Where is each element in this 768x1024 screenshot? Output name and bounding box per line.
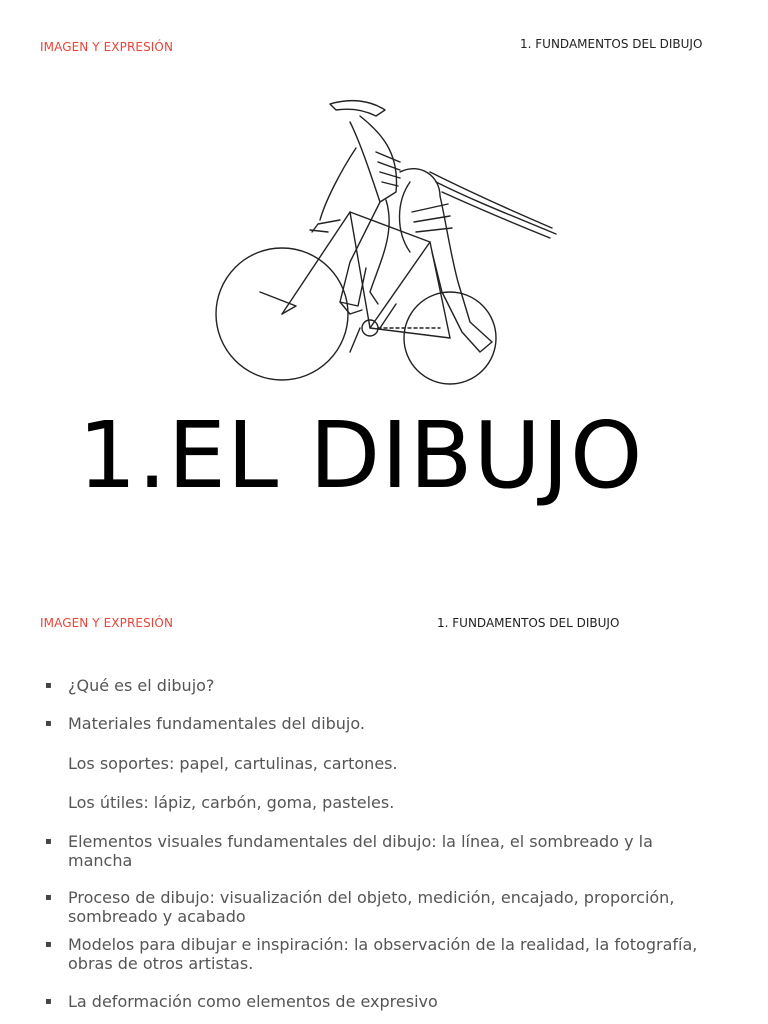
square-bullet-icon: ▪ <box>45 680 52 691</box>
slide-header-unit: 1. FUNDAMENTOS DEL DIBUJO <box>437 616 620 630</box>
list-item-text: Los útiles: lápiz, carbón, goma, pasteles. <box>68 793 395 812</box>
square-bullet-icon: ▪ <box>45 718 52 729</box>
list-item <box>40 992 720 1011</box>
slide-title: 1.EL DIBUJO <box>78 402 644 509</box>
list-item <box>40 793 720 812</box>
list-item-text: Proceso de dibujo: visualización del objeto, medición, encajado, proporción, sombreado y acabado <box>68 888 675 926</box>
list-item <box>40 754 720 773</box>
list-item-text: Los soportes: papel, cartulinas, cartones. <box>68 754 398 773</box>
slide-header-unit: 1. FUNDAMENTOS DEL DIBUJO <box>520 37 703 51</box>
slide-header-subject: IMAGEN Y EXPRESIÓN <box>40 616 174 630</box>
square-bullet-icon: ▪ <box>45 836 52 847</box>
square-bullet-icon: ▪ <box>45 939 52 950</box>
list-item <box>40 888 720 926</box>
list-item-text: Elementos visuales fundamentales del dibujo: la línea, el sombreado y la mancha <box>68 832 653 870</box>
list-item-text: Materiales fundamentales del dibujo. <box>68 714 365 733</box>
square-bullet-icon: ▪ <box>45 996 52 1007</box>
list-item-text: Modelos para dibujar e inspiración: la observación de la realidad, la fotografía, obras de otros artistas. <box>68 935 698 973</box>
bicycle-couple-illustration <box>200 92 570 392</box>
list-item-text: La deformación como elementos de expresivo <box>68 992 438 1011</box>
list-item <box>40 676 720 695</box>
list-item <box>40 935 720 973</box>
list-item-text: ¿Qué es el dibujo? <box>68 676 215 695</box>
square-bullet-icon: ▪ <box>45 892 52 903</box>
slide-header-subject: IMAGEN Y EXPRESIÓN <box>40 40 174 54</box>
list-item <box>40 832 720 870</box>
list-item <box>40 714 720 733</box>
